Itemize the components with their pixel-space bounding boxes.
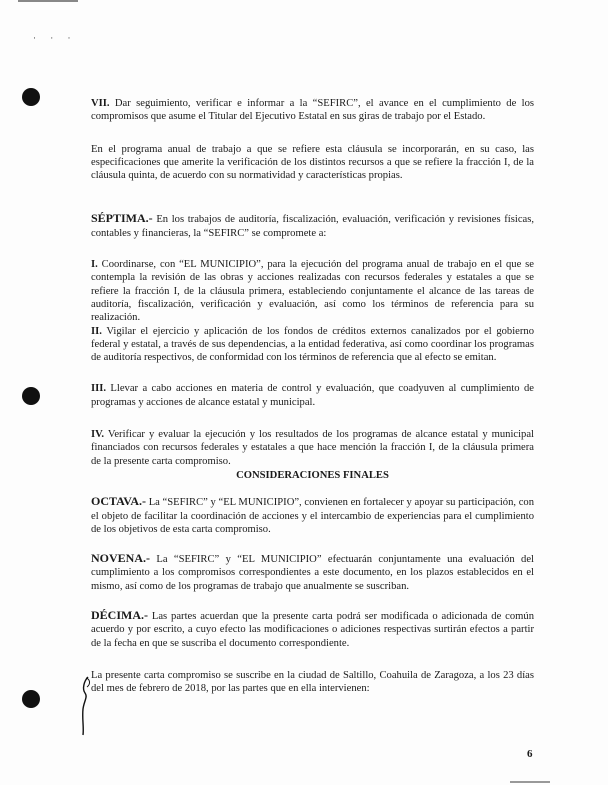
octava-paragraph xyxy=(91,495,534,536)
clause-iii xyxy=(91,382,534,409)
signature-stroke-mark xyxy=(78,675,98,737)
page-number: 6 xyxy=(527,748,533,760)
clause-ii-number: II. xyxy=(91,325,102,337)
novena-label: NOVENA.- xyxy=(91,551,150,566)
decima-paragraph xyxy=(91,609,534,650)
septima-label: SÉPTIMA.- xyxy=(91,211,153,226)
octava-label: OCTAVA.- xyxy=(91,494,147,509)
clause-i xyxy=(91,258,534,324)
header-marks: · · · xyxy=(33,33,77,43)
decima-label: DÉCIMA.- xyxy=(91,608,148,623)
closing-paragraph: La presente carta compromiso se suscribe en la ciudad de Saltillo, Coahuila de Zaragoza, a los 23 días del mes de febrero de 2018, por las partes que en ella intervienen: xyxy=(91,669,534,695)
novena-text: La “SEFIRC” y “EL MUNICIPIO” efectuarán conjuntamente una evaluación del cumplimiento a los compromisos correspondientes a este documento, en los plazos establecidos en el mismo, así como de los programas de trabajo que anualmente se suscriban. xyxy=(91,554,534,592)
clause-vii-text: Dar seguimiento, verificar e informar a la “SEFIRC”, el avance en el cumplimiento de los compromisos que asume el Titular del Ejecutivo Estatal en sus giras de trabajo por el Estado. xyxy=(91,98,534,123)
programa-paragraph: En el programa anual de trabajo a que se refiere esta cláusula se incorporarán, en su caso, las especificaciones que amerite la verificación de los distintos recursos a que se refiere la fracción I, de la cláusula quinta, de acuerdo con su normatividad y características propias. xyxy=(91,143,534,182)
clause-iii-number: III. xyxy=(91,383,107,395)
clause-iii-text: Llevar a cabo acciones en materia de control y evaluación, que coadyuven al cumplimiento de programas y acciones de alcance estatal y municipal. xyxy=(91,383,534,408)
clause-vii-number: VII. xyxy=(91,98,110,109)
section-heading: CONSIDERACIONES FINALES xyxy=(236,469,389,481)
clause-iv-number: IV. xyxy=(91,429,105,441)
document-body xyxy=(91,97,534,696)
scan-edge-mark-bottom xyxy=(510,781,550,783)
septima-paragraph xyxy=(91,212,534,240)
decima-text: Las partes acuerdan que la presente carta podrá ser modificada o adicionada de común acuerdo y por escrito, a cuyo efecto las modificaciones o adiciones respectivas surtirán efectos a partir de la fecha en que se suscriba el documento correspondiente. xyxy=(91,611,534,649)
septima-text: En los trabajos de auditoría, fiscalización, evaluación, verificación y revisiones físicas, contables y financieras, la “SEFIRC” se compromete a: xyxy=(91,214,534,239)
clause-i-number: I. xyxy=(91,259,98,271)
octava-text: La “SEFIRC” y “EL MUNICIPIO”, convienen en fortalecer y apoyar su participación, con el objeto de facilitar la coordinación de acciones y el intercambio de experiencias para el cumplimiento de los objetivos de esta carta compromiso. xyxy=(91,497,534,535)
clause-ii xyxy=(91,325,534,365)
punch-hole-bottom xyxy=(22,690,40,708)
clause-ii-text: Vigilar el ejercicio y aplicación de los fondos de créditos externos canalizados por el gobierno federal y estatal, a través de sus dependencias, a la entidad federativa, así como coordinar los programas de auditoría respectivos, de conformidad con los términos de referencia que al efecto se emitan. xyxy=(91,325,534,364)
novena-paragraph xyxy=(91,552,534,593)
punch-hole-top xyxy=(22,88,40,106)
clause-iv xyxy=(91,428,534,468)
clause-iv-text: Verificar y evaluar la ejecución y los resultados de los programas de alcance estatal y municipal financiados con recursos federales y estatales a que hace mención la fracción I, de la cláusula primera de la presente carta compromiso. xyxy=(91,429,534,467)
punch-hole-middle xyxy=(22,387,40,405)
clause-i-text: Coordinarse, con “EL MUNICIPIO”, para la ejecución del programa anual de trabajo en el que se contempla la revisión de las obras y acciones realizadas con recursos federales y estatales a que se refiere la fracción I, de la cláusula primera, estableciendo conjuntamente el alcance de las tareas de auditoría, fiscalización, verificación y evaluación, así como los términos de referencia para su realización. xyxy=(91,259,534,324)
clause-vii xyxy=(91,97,534,124)
scan-edge-mark xyxy=(18,0,78,2)
